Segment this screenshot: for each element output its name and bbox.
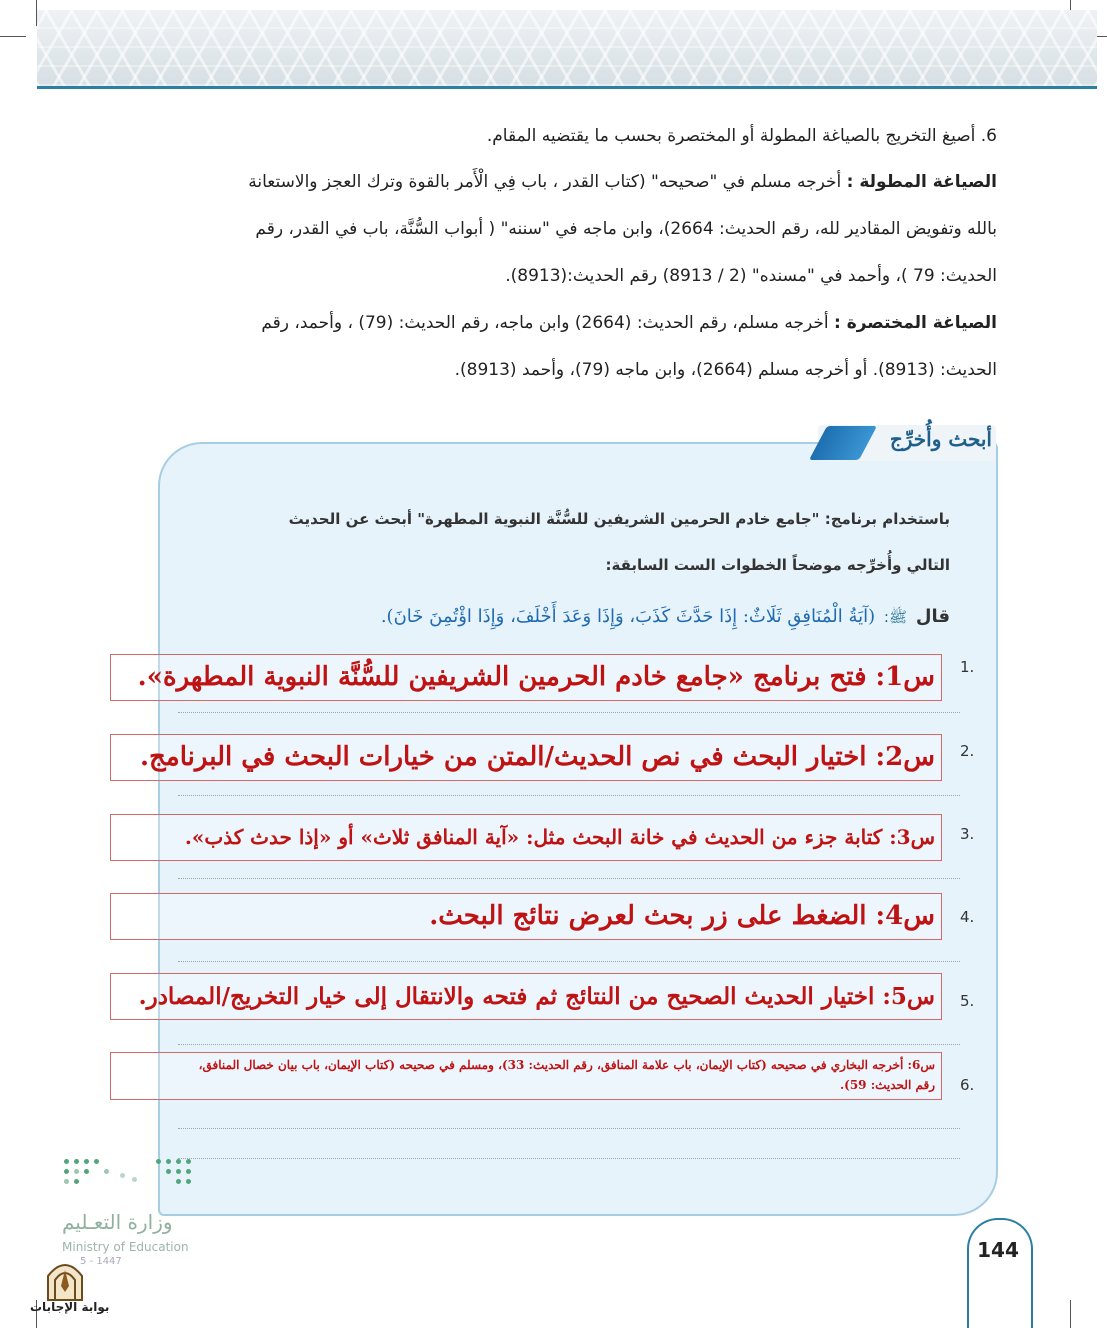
ministry-name-ar: وزارة التعـليم xyxy=(62,1210,173,1234)
hadith-text: (آيَةُ الْمُنَافِقِ ثَلَاثٌ: إِذَا حَدَّثَ كَذَبَ، وَإِذَا وَعَدَ أَخْلَفَ، وَإِذَا اؤْتُمِنَ خَانَ). xyxy=(380,606,876,627)
answer-box-5: س5: اختيار الحديث الصحيح من النتائج ثم فتحه والانتقال إلى خيار التخريج/المصادر. xyxy=(110,973,942,1020)
answer-6-line-2: رقم الحديث: 59). xyxy=(839,1078,935,1092)
paragraph-line-1: 6. أصيغ التخريج بالصياغة المطولة أو المختصرة بحسب ما يقتضيه المقام. xyxy=(486,126,997,146)
long-form-label: الصياغة المطولة : xyxy=(846,172,997,192)
dotted-answer-line xyxy=(178,1158,960,1159)
item-number: 5. xyxy=(960,992,975,1010)
item-number: 3. xyxy=(960,825,975,843)
dotted-answer-line xyxy=(178,795,960,796)
ministry-logo-icon xyxy=(60,1155,200,1215)
paragraph-long-line-1 xyxy=(248,170,997,194)
dotted-answer-line xyxy=(178,1044,960,1045)
answer-box-4: س4: الضغط على زر بحث لعرض نتائج البحث. xyxy=(110,893,942,940)
item-number: 1. xyxy=(960,658,975,676)
paragraph-short-line-2: الحديث: (8913). أو أخرجه مسلم (2664)، وابن ماجه (79)، وأحمد (8913). xyxy=(454,360,997,380)
dotted-answer-line xyxy=(178,712,960,713)
crop-mark xyxy=(1070,1300,1071,1328)
paragraph-long-line-2: بالله وتفويض المقادير لله، رقم الحديث: 2664)، وابن ماجه في "سننه" ( أبواب السُّنَّة، باب في القدر، رقم xyxy=(255,219,997,239)
activity-title: أبحث وأُخرِّج xyxy=(889,427,992,451)
short-form-text: أخرجه مسلم، رقم الحديث: (2664) وابن ماجه، رقم الحديث: (79) ، وأحمد، رقم xyxy=(261,313,829,333)
page-number-badge xyxy=(967,1218,1033,1328)
ministry-year: 5 - 1447 xyxy=(80,1256,122,1267)
short-form-label: الصياغة المختصرة : xyxy=(833,313,997,333)
answer-box-2: س2: اختيار البحث في نص الحديث/المتن من خيارات البحث في البرنامج. xyxy=(110,734,942,781)
dotted-answer-line xyxy=(178,1128,960,1129)
header-banner xyxy=(37,10,1097,86)
crop-mark xyxy=(0,36,26,37)
salawat-glyph: ﷺ: xyxy=(883,608,908,626)
activity-intro-line-2: التالي وأُخرِّجه موضحاً الخطوات الست السابقة: xyxy=(605,556,950,574)
answer-box-6 xyxy=(110,1052,942,1100)
answer-box-1: س1: فتح برنامج «جامع خادم الحرمين الشريفين للسُّنَّة النبوية المطهرة». xyxy=(110,654,942,701)
hadith-line xyxy=(381,606,950,630)
item-number: 2. xyxy=(960,742,975,760)
answers-gate-label: بوابة الإجابات xyxy=(30,1300,110,1314)
long-form-text: أخرجه مسلم في "صحيحه" (كتاب القدر ، باب فِي الْأَمر بالقوة وترك العجز والاستعانة xyxy=(248,172,842,192)
dotted-answer-line xyxy=(178,961,960,962)
answer-box-3: س3: كتابة جزء من الحديث في خانة البحث مثل: «آية المنافق ثلاث» أو «إذا حدث كذب». xyxy=(110,814,942,861)
dotted-answer-line xyxy=(178,878,960,879)
answer-6-line-1: س6: أخرجه البخاري في صحيحه (كتاب الإيمان، باب علامة المنافق، رقم الحديث: 33)، ومسلم في صحيحه (كتاب الإيمان، باب بيان خصال المنافق، xyxy=(198,1058,935,1072)
paragraph-short-line-1 xyxy=(261,311,997,335)
paragraph-long-line-3: الحديث: 79 )، وأحمد في "مسنده" (2 / 8913) رقم الحديث:(8913). xyxy=(505,266,997,286)
activity-intro-line-1: باستخدام برنامج: "جامع خادم الحرمين الشريفين للسُّنَّة النبوية المطهرة" أبحث عن الحديث xyxy=(288,510,950,528)
item-number: 6. xyxy=(960,1076,975,1094)
header-rule xyxy=(37,86,1097,89)
hadith-prefix: قال xyxy=(915,606,950,627)
ministry-name-en: Ministry of Education xyxy=(62,1240,189,1254)
item-number: 4. xyxy=(960,908,975,926)
page-number: 144 xyxy=(977,1238,1019,1262)
answers-gate-logo-icon xyxy=(44,1256,86,1302)
